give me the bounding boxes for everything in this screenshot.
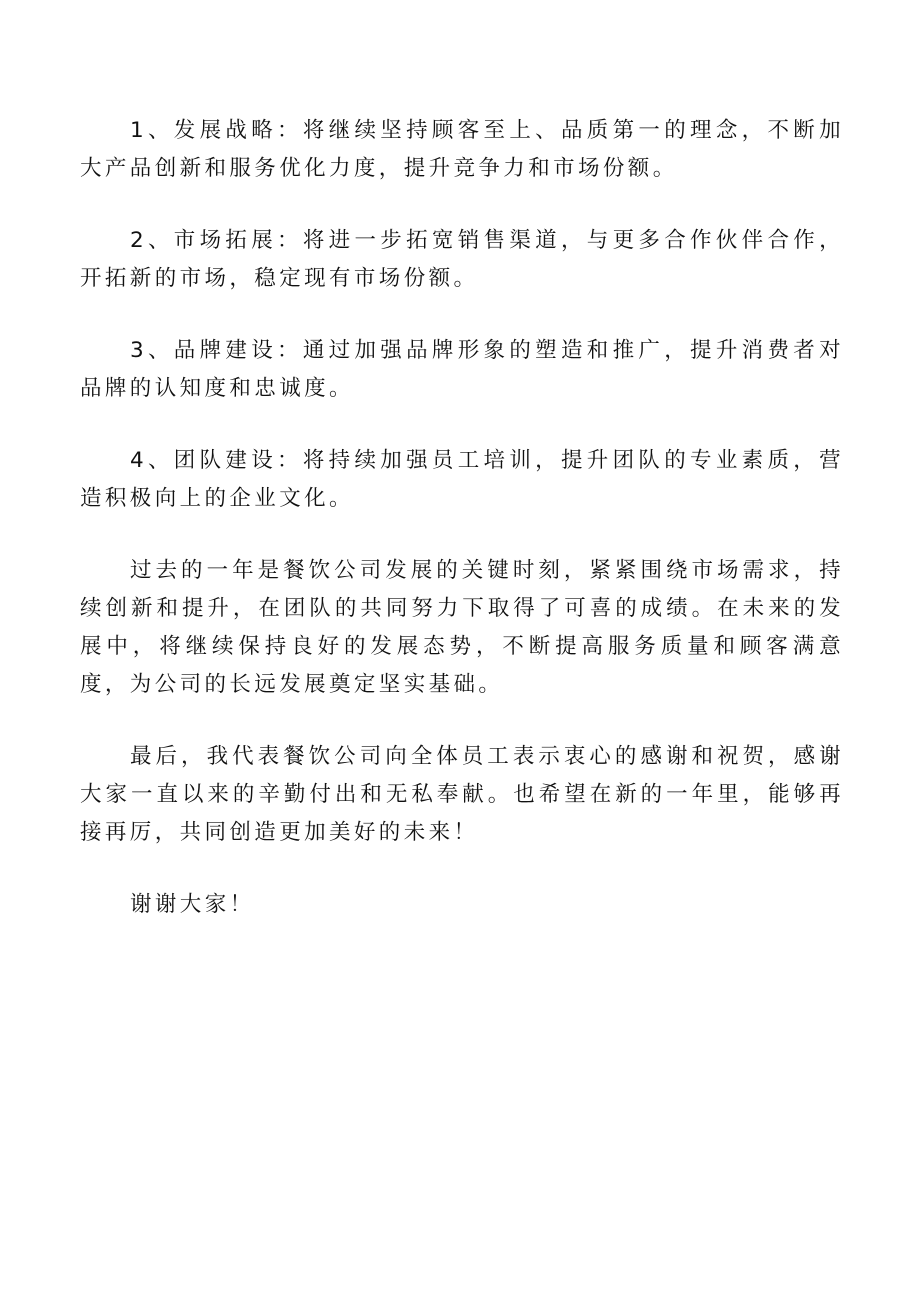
paragraph-thanks: 最后，我代表餐饮公司向全体员工表示衷心的感谢和祝贺，感谢大家一直以来的辛勤付出和无私奉献。也希望在新的一年里，能够再接再厉，共同创造更加美好的未来！ (80, 744, 844, 845)
closing-line: 谢谢大家！ (130, 892, 255, 917)
paragraph-development-strategy: 1、发展战略：将继续坚持顾客至上、品质第一的理念，不断加大产品创新和服务优化力度，提升竞争力和市场份额。 (80, 118, 844, 181)
paragraph-market-expansion: 2、市场拓展：将进一步拓宽销售渠道，与更多合作伙伴合作，开拓新的市场，稳定现有市场份额。 (80, 228, 844, 291)
paragraph-team-building: 4、团队建设：将持续加强员工培训，提升团队的专业素质，营造积极向上的企业文化。 (80, 448, 844, 511)
paragraph-year-summary: 过去的一年是餐饮公司发展的关键时刻，紧紧围绕市场需求，持续创新和提升，在团队的共同努力下取得了可喜的成绩。在未来的发展中，将继续保持良好的发展态势，不断提高服务质量和顾客满意度，为公司的长远发展奠定坚实基础。 (80, 558, 844, 697)
document-body (80, 112, 844, 958)
paragraph-brand-building: 3、品牌建设：通过加强品牌形象的塑造和推广，提升消费者对品牌的认知度和忠诚度。 (80, 338, 844, 401)
